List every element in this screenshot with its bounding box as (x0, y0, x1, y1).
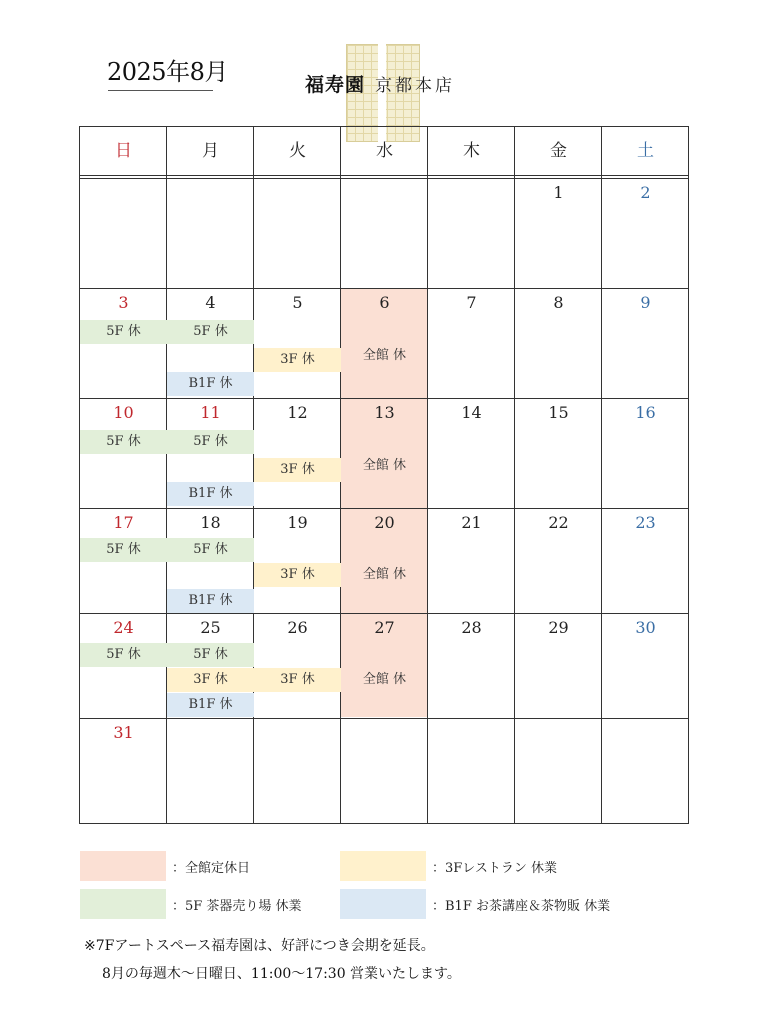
row-line (80, 288, 688, 289)
day-number: 4 (205, 293, 216, 312)
note-line-1: ※7Fアートスペース福寿園は、好評につき会期を延長。 (84, 938, 435, 954)
month-title: 2025年8月 (107, 58, 228, 86)
weekday-mon: 月 (202, 141, 219, 161)
closure-3f: 3F 休 (254, 563, 341, 587)
day-number: 23 (635, 513, 656, 532)
calendar-grid (79, 126, 689, 824)
weekday-wed: 水 (376, 141, 393, 161)
closure-3f: 3F 休 (254, 348, 341, 372)
day-number: 21 (461, 513, 482, 532)
day-number: 10 (113, 403, 134, 422)
day-number: 12 (287, 403, 308, 422)
day-number: 18 (200, 513, 221, 532)
weekday-sun: 日 (115, 141, 132, 161)
closure-5f: 5F 休 (167, 430, 254, 454)
day-number: 8 (553, 293, 564, 312)
closure-5f: 5F 休 (167, 538, 254, 562)
legend-swatch-5f (80, 889, 166, 919)
day-number: 14 (461, 403, 482, 422)
legend-label-3f: ：3Fレストラン 休業 (432, 861, 558, 876)
brand-name: 福寿園 (305, 74, 366, 96)
day-number: 3 (118, 293, 129, 312)
row-line (80, 508, 688, 509)
row-line (80, 718, 688, 719)
day-number: 27 (374, 618, 395, 637)
day-number: 29 (548, 618, 569, 637)
weekday-thu: 木 (463, 141, 480, 161)
day-number: 16 (635, 403, 656, 422)
weekday-tue: 火 (289, 141, 306, 161)
day-number: 7 (466, 293, 477, 312)
row-line (80, 613, 688, 614)
day-number: 6 (379, 293, 390, 312)
store-name: 京都本店 (375, 76, 455, 96)
closure-3f: 3F 休 (254, 668, 341, 692)
closure-3f: 3F 休 (254, 458, 341, 482)
day-number: 28 (461, 618, 482, 637)
closure-5f: 5F 休 (80, 643, 167, 667)
closure-all: 全館 休 (362, 672, 407, 687)
closure-5f: 5F 休 (80, 430, 167, 454)
col-line (601, 127, 602, 823)
legend-label-5f: ：5F 茶器売り場 休業 (172, 899, 302, 914)
closure-b1f: B1F 休 (167, 482, 254, 506)
day-number: 22 (548, 513, 569, 532)
header-line (80, 175, 688, 176)
day-number: 11 (200, 403, 221, 422)
weekday-fri: 金 (550, 141, 567, 161)
legend-swatch-3f (340, 851, 426, 881)
day-number: 31 (113, 723, 134, 742)
day-number: 25 (200, 618, 221, 637)
closure-5f: 5F 休 (80, 320, 167, 344)
day-number: 15 (548, 403, 569, 422)
weekday-sat: 土 (637, 141, 654, 161)
day-number: 20 (374, 513, 395, 532)
row-line (80, 398, 688, 399)
day-number: 24 (113, 618, 134, 637)
closure-all: 全館 休 (362, 348, 407, 363)
title-underline (108, 90, 213, 91)
day-number: 19 (287, 513, 308, 532)
closure-b1f: B1F 休 (167, 589, 254, 613)
note-line-2: 8月の毎週木〜日曜日、11:00〜17:30 営業いたします。 (102, 966, 461, 982)
closure-all: 全館 休 (362, 567, 407, 582)
legend-label-b1f: ：B1F お茶講座＆茶物販 休業 (432, 899, 611, 914)
day-number: 30 (635, 618, 656, 637)
closure-b1f: B1F 休 (167, 372, 254, 396)
closure-3f: 3F 休 (167, 668, 254, 692)
day-number: 17 (113, 513, 134, 532)
header-line-double (80, 178, 688, 179)
closure-5f: 5F 休 (80, 538, 167, 562)
closure-b1f: B1F 休 (167, 693, 254, 717)
day-number: 26 (287, 618, 308, 637)
legend-swatch-all (80, 851, 166, 881)
day-number: 9 (640, 293, 651, 312)
day-number: 2 (640, 183, 651, 202)
closure-5f: 5F 休 (167, 643, 254, 667)
closure-5f: 5F 休 (167, 320, 254, 344)
day-number: 1 (553, 183, 564, 202)
day-number: 13 (374, 403, 395, 422)
col-line (514, 127, 515, 823)
legend-label-all: ：全館定休日 (172, 861, 251, 876)
closure-all: 全館 休 (362, 458, 407, 473)
day-number: 5 (292, 293, 303, 312)
legend-swatch-b1f (340, 889, 426, 919)
col-line (166, 127, 167, 823)
